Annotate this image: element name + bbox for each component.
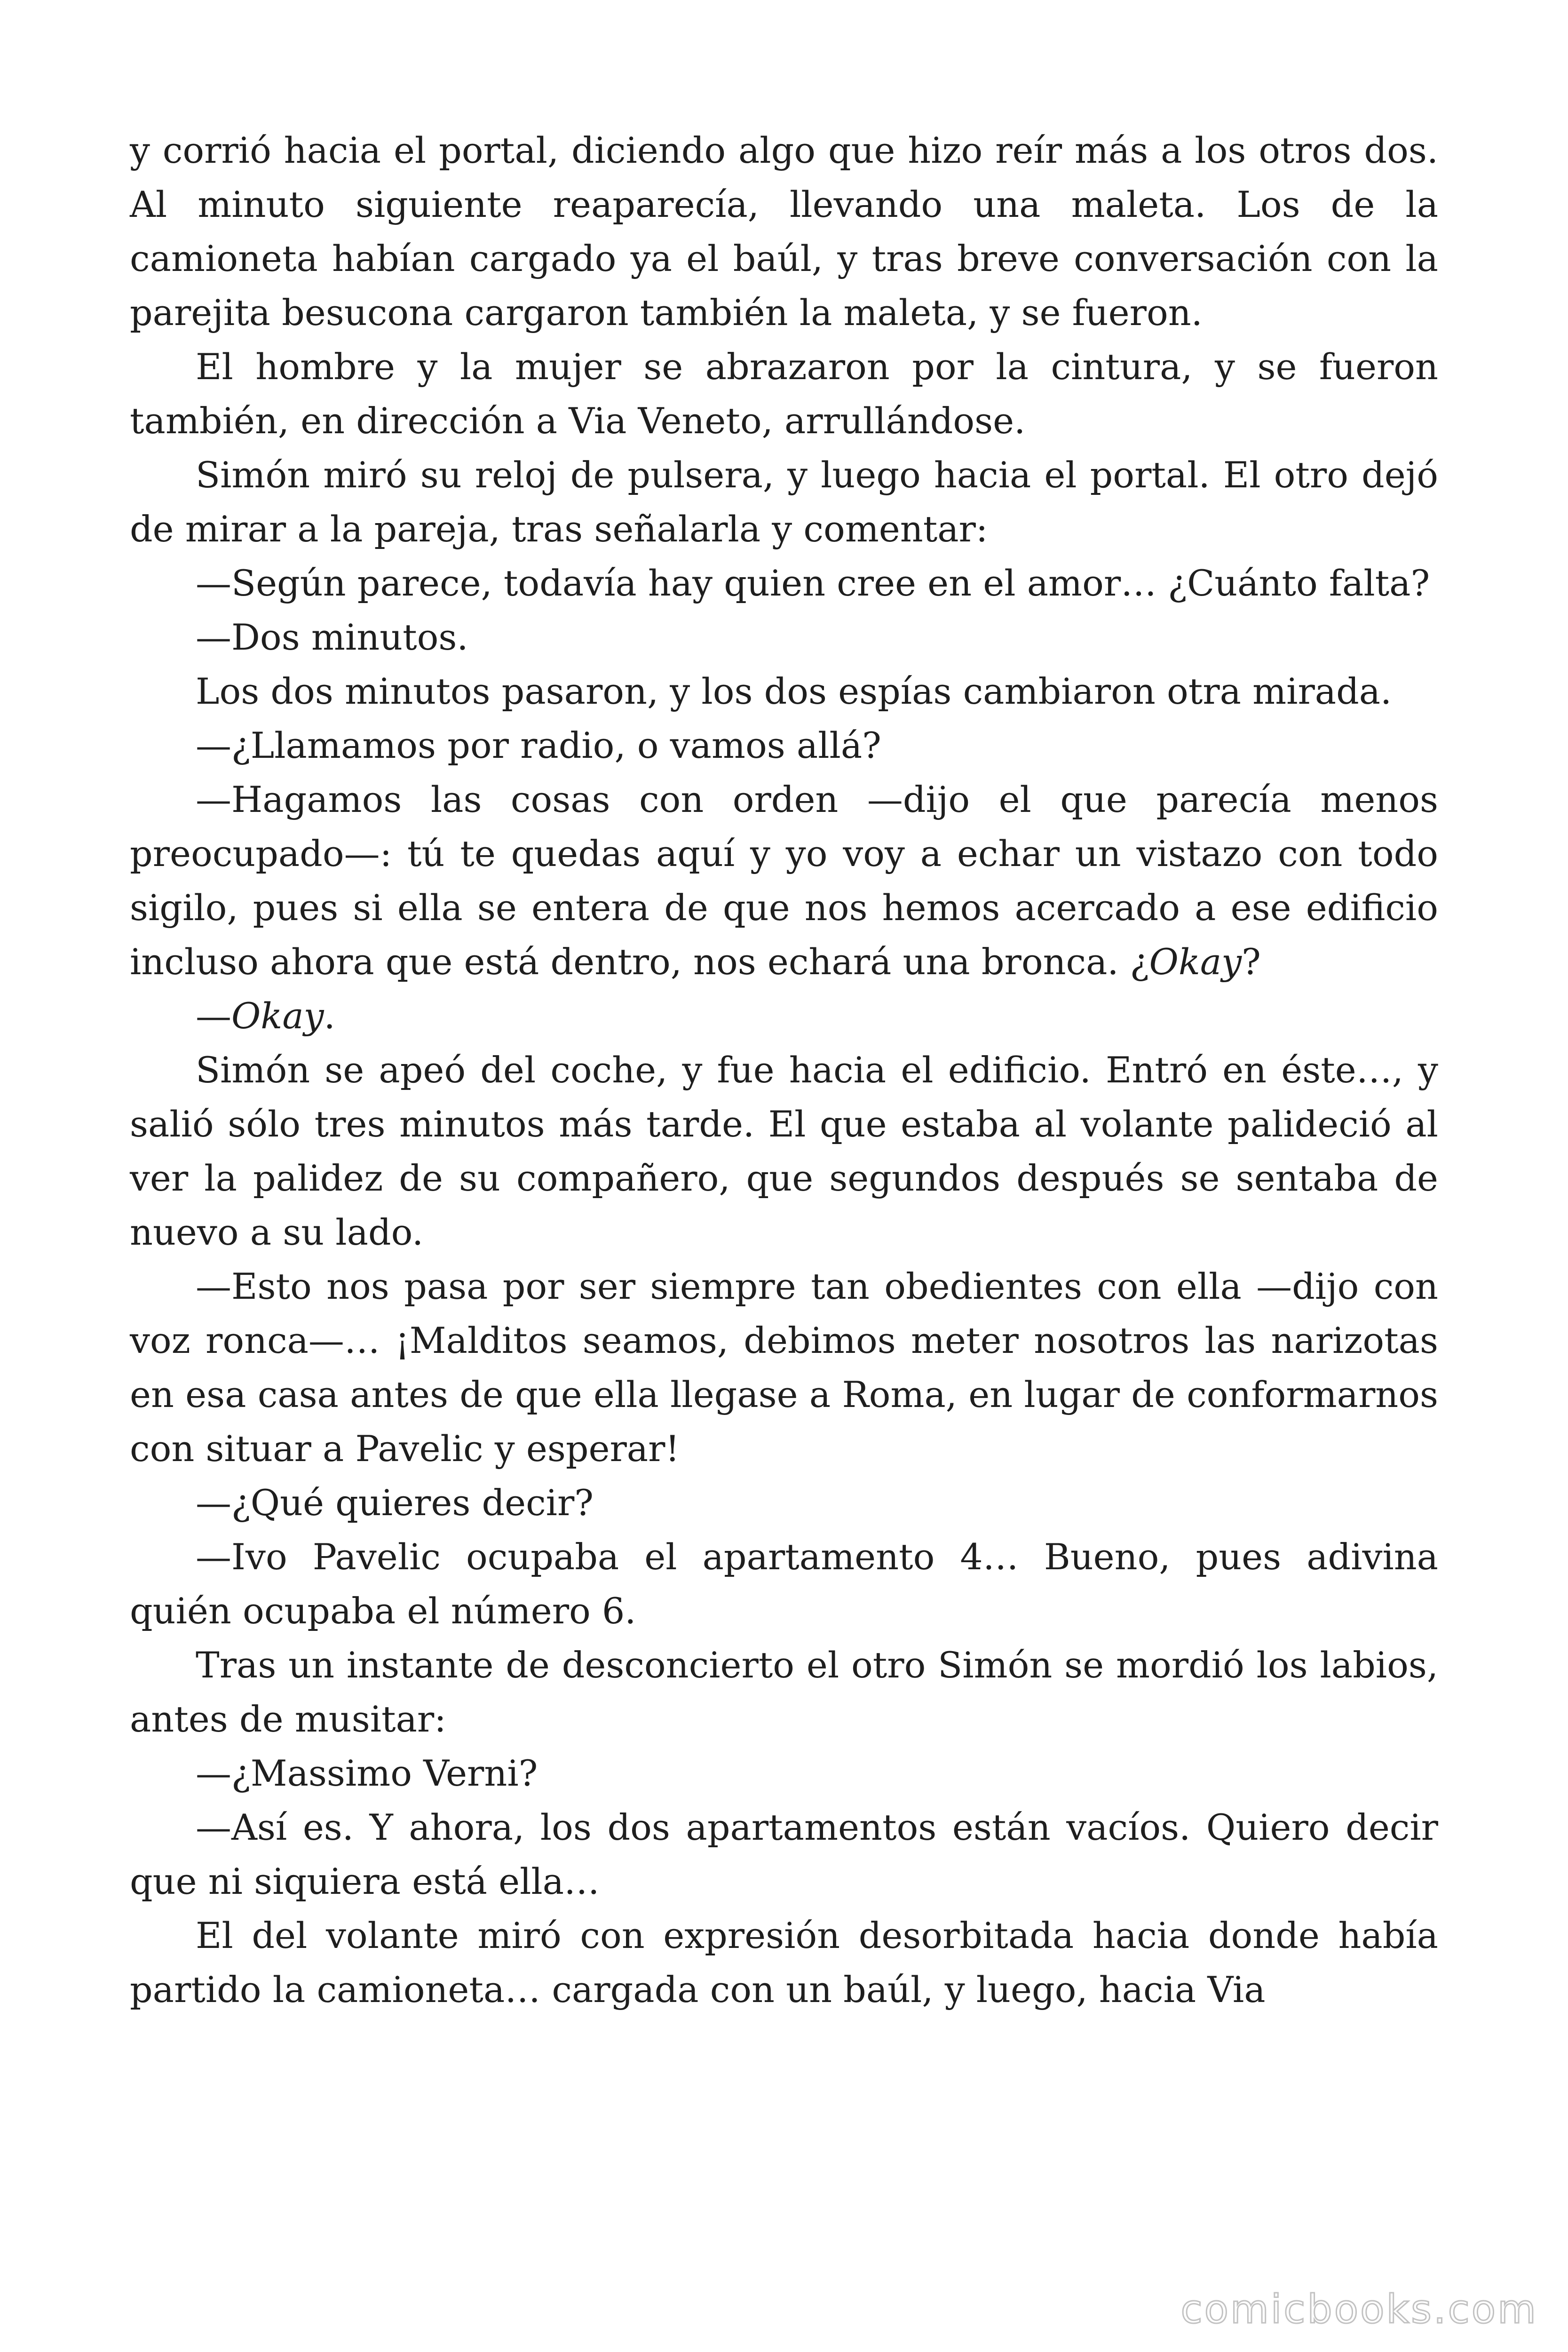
paragraph-3: Simón miró su reloj de pulsera, y luego hacia el portal. El otro dejó de mirar a la pareja, tras señalarla y comentar: xyxy=(130,454,1438,550)
paragraph-5: —Dos minutos. xyxy=(196,616,468,658)
paragraph-8-q-word: Okay xyxy=(1149,941,1242,983)
paragraph-8 xyxy=(130,772,1438,989)
paragraph-2: El hombre y la mujer se abrazaron por la cintura, y se fueron también, en dirección a Via Veneto, arrullándose. xyxy=(130,346,1438,442)
paragraph-8-q-close: ? xyxy=(1242,941,1261,983)
paragraph-6: Los dos minutos pasaron, y los dos espías cambiaron otra mirada. xyxy=(196,670,1392,712)
paragraph-9-word: Okay xyxy=(231,995,324,1037)
paragraph-16: —Así es. Y ahora, los dos apartamentos están vacíos. Quiero decir que ni siquiera está ella… xyxy=(130,1806,1438,1902)
paragraph-14: Tras un instante de desconcierto el otro Simón se mordió los labios, antes de musitar: xyxy=(130,1644,1438,1740)
paragraph-12: —¿Qué quieres decir? xyxy=(196,1482,594,1524)
paragraph-9-dash: — xyxy=(196,995,231,1037)
paragraph-7: —¿Llamamos por radio, o vamos allá? xyxy=(196,724,881,766)
paragraph-4: —Según parece, todavía hay quien cree en el amor… ¿Cuánto falta? xyxy=(196,562,1430,604)
paragraph-8-q-open: ¿ xyxy=(1130,941,1149,983)
paragraph-1: y corrió hacia el portal, diciendo algo que hizo reír más a los otros dos. Al minuto siguiente reaparecía, llevando una maleta. Los de la camioneta habían cargado ya el baúl, y tras breve conversación con la parejita besucona cargaron también la maleta, y se fueron. xyxy=(130,129,1438,334)
paragraph-10: Simón se apeó del coche, y fue hacia el edificio. Entró en éste…, y salió sólo tres minutos más tarde. El que estaba al volante palideció al ver la palidez de su compañero, que segundos después se sentaba de nuevo a su lado. xyxy=(130,1049,1438,1253)
paragraph-11: —Esto nos pasa por ser siempre tan obedientes con ella —dijo con voz ronca—… ¡Malditos seamos, debimos meter nosotros las narizotas en esa casa antes de que ella llegase a Roma, en lugar de conformarnos con situar a Pavelic y esperar! xyxy=(130,1265,1438,1470)
paragraph-15: —¿Massimo Verni? xyxy=(196,1752,538,1794)
paragraph-9 xyxy=(130,989,1438,1043)
page-body xyxy=(130,123,1438,2017)
paragraph-9-dot: . xyxy=(324,995,335,1037)
watermark: comicbooks.com xyxy=(1180,2286,1538,2332)
paragraph-17: El del volante miró con expresión desorbitada hacia donde había partido la camioneta… cargada con un baúl, y luego, hacia Via xyxy=(130,1915,1438,2010)
paragraph-13: —Ivo Pavelic ocupaba el apartamento 4… Bueno, pues adivina quién ocupaba el número 6. xyxy=(130,1536,1438,1632)
paragraph-8-text: —Hagamos las cosas con orden —dijo el que parecía menos preocupado—: tú te quedas aquí y yo voy a echar un vistazo con todo sigilo, pues si ella se entera de que nos hemos acercado a ese edificio incluso ahora que está dentro, nos echará una bronca. xyxy=(130,779,1438,983)
